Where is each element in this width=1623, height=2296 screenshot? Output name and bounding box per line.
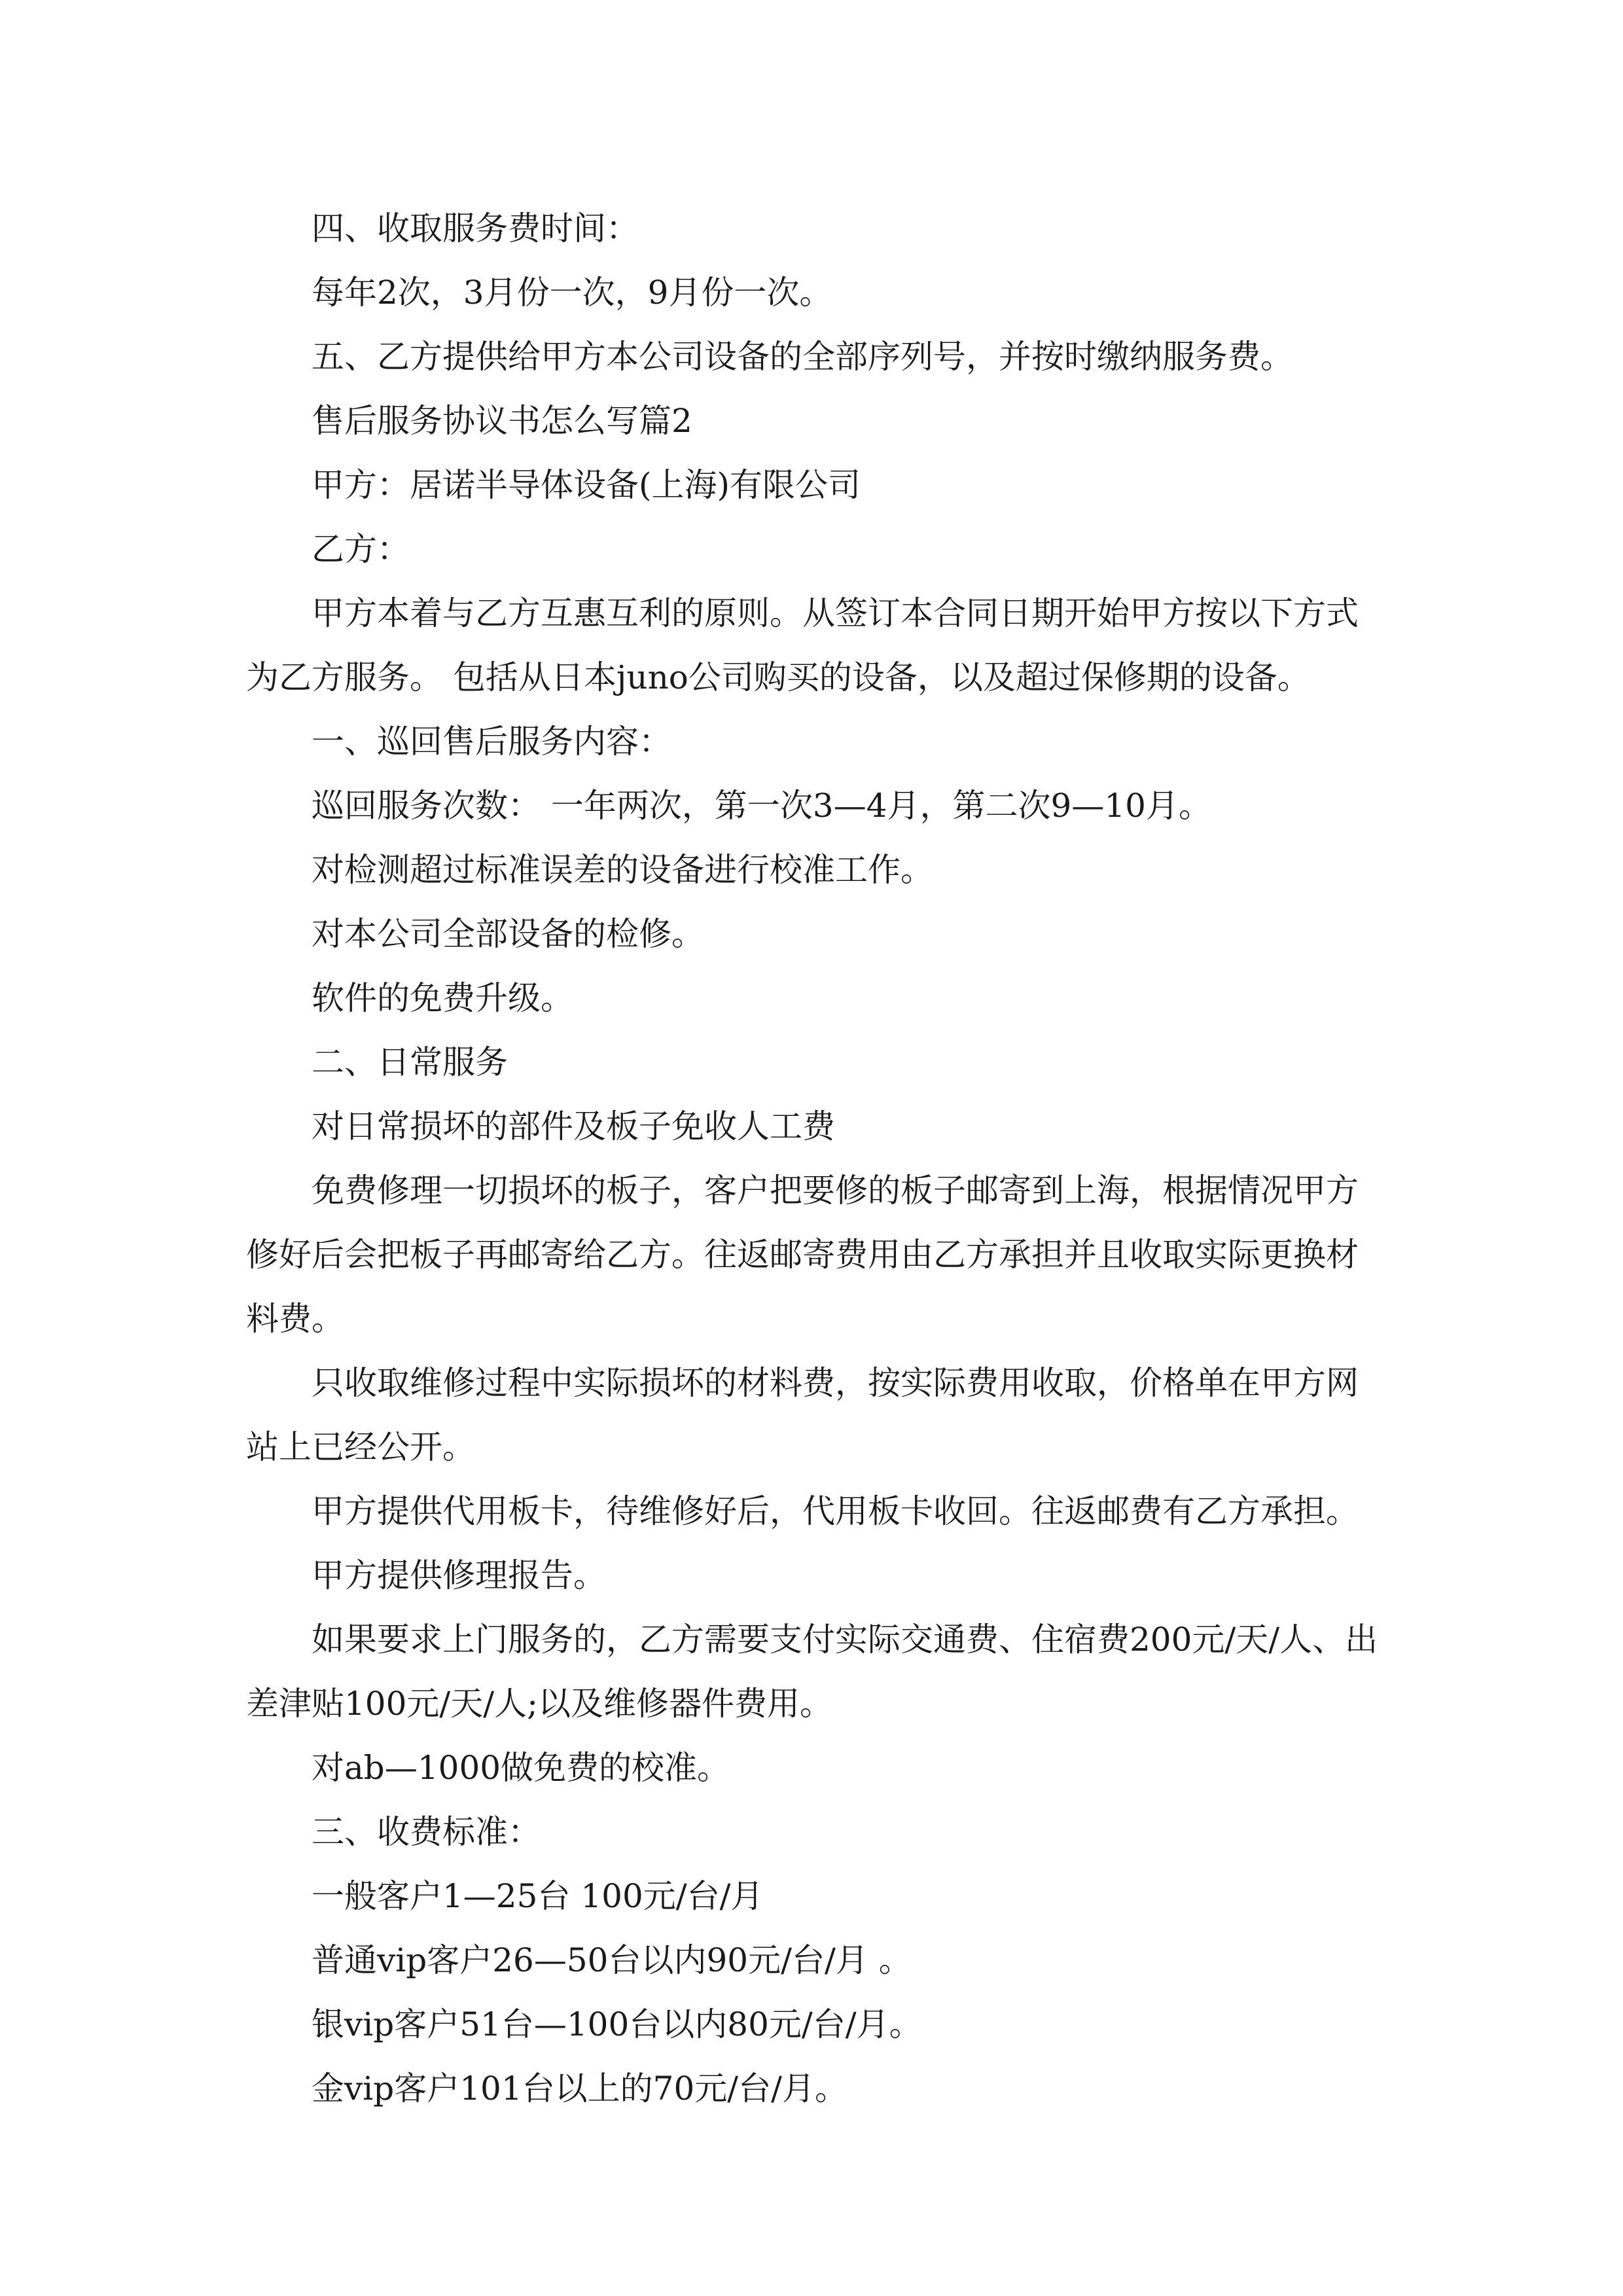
paragraph-party-a: 甲方：居诺半导体设备(上海)有限公司 <box>312 466 861 504</box>
paragraph-material-fee: 只收取维修过程中实际损坏的材料费，按实际费用收取，价格单在甲方网站上已经公开。 <box>246 1364 1359 1466</box>
paragraph-free-calibration: 对ab—1000做免费的校准。 <box>312 1749 730 1787</box>
paragraph-general-customer: 一般客户1—25台 100元/台/月 <box>312 1877 764 1915</box>
paragraph-free-repair: 免费修理一切损坏的板子，客户把要修的板子邮寄到上海，根据情况甲方修好后会把板子再邮寄给乙方。往返邮寄费用由乙方承担并且收取实际更换材料费。 <box>246 1172 1359 1338</box>
paragraph-daily-service-heading: 二、日常服务 <box>312 1043 508 1081</box>
paragraph-service-fee-time-heading: 四、收取服务费时间： <box>312 209 639 247</box>
paragraph-tour-service-heading: 一、巡回售后服务内容： <box>312 723 671 761</box>
paragraph-free-labor: 对日常损坏的部件及板子免收人工费 <box>312 1107 835 1145</box>
paragraph-silver-vip: 银vip客户51台—100台以内80元/台/月。 <box>312 2005 922 2043</box>
document-body <box>246 196 1382 2121</box>
paragraph-substitute-board: 甲方提供代用板卡，待维修好后，代用板卡收回。往返邮费有乙方承担。 <box>312 1492 1359 1530</box>
paragraph-repair-report: 甲方提供修理报告。 <box>312 1556 606 1594</box>
paragraph-serial-numbers: 五、乙方提供给甲方本公司设备的全部序列号，并按时缴纳服务费。 <box>312 338 1293 376</box>
paragraph-software-upgrade: 软件的免费升级。 <box>312 979 573 1017</box>
paragraph-party-b: 乙方： <box>312 530 410 568</box>
paragraph-gold-vip: 金vip客户101台以上的70元/台/月。 <box>312 2070 847 2108</box>
paragraph-standard-vip: 普通vip客户26—50台以内90元/台/月 。 <box>312 1941 912 1979</box>
paragraph-fee-standard-heading: 三、收费标准： <box>312 1813 541 1851</box>
paragraph-onsite-service: 如果要求上门服务的，乙方需要支付实际交通费、住宿费200元/天/人、出差津贴100元/天/人;以及维修器件费用。 <box>246 1621 1378 1723</box>
paragraph-fee-schedule: 每年2次，3月份一次，9月份一次。 <box>312 274 832 312</box>
paragraph-tour-frequency: 巡回服务次数： 一年两次，第一次3—4月，第二次9—10月。 <box>312 787 1211 825</box>
paragraph-article-title: 售后服务协议书怎么写篇2 <box>312 402 692 440</box>
paragraph-principle: 甲方本着与乙方互惠互利的原则。从签订本合同日期开始甲方按以下方式为乙方服务。 包括从日本juno公司购买的设备，以及超过保修期的设备。 <box>246 594 1359 696</box>
paragraph-calibration: 对检测超过标准误差的设备进行校准工作。 <box>312 851 933 889</box>
paragraph-maintenance: 对本公司全部设备的检修。 <box>312 915 704 953</box>
